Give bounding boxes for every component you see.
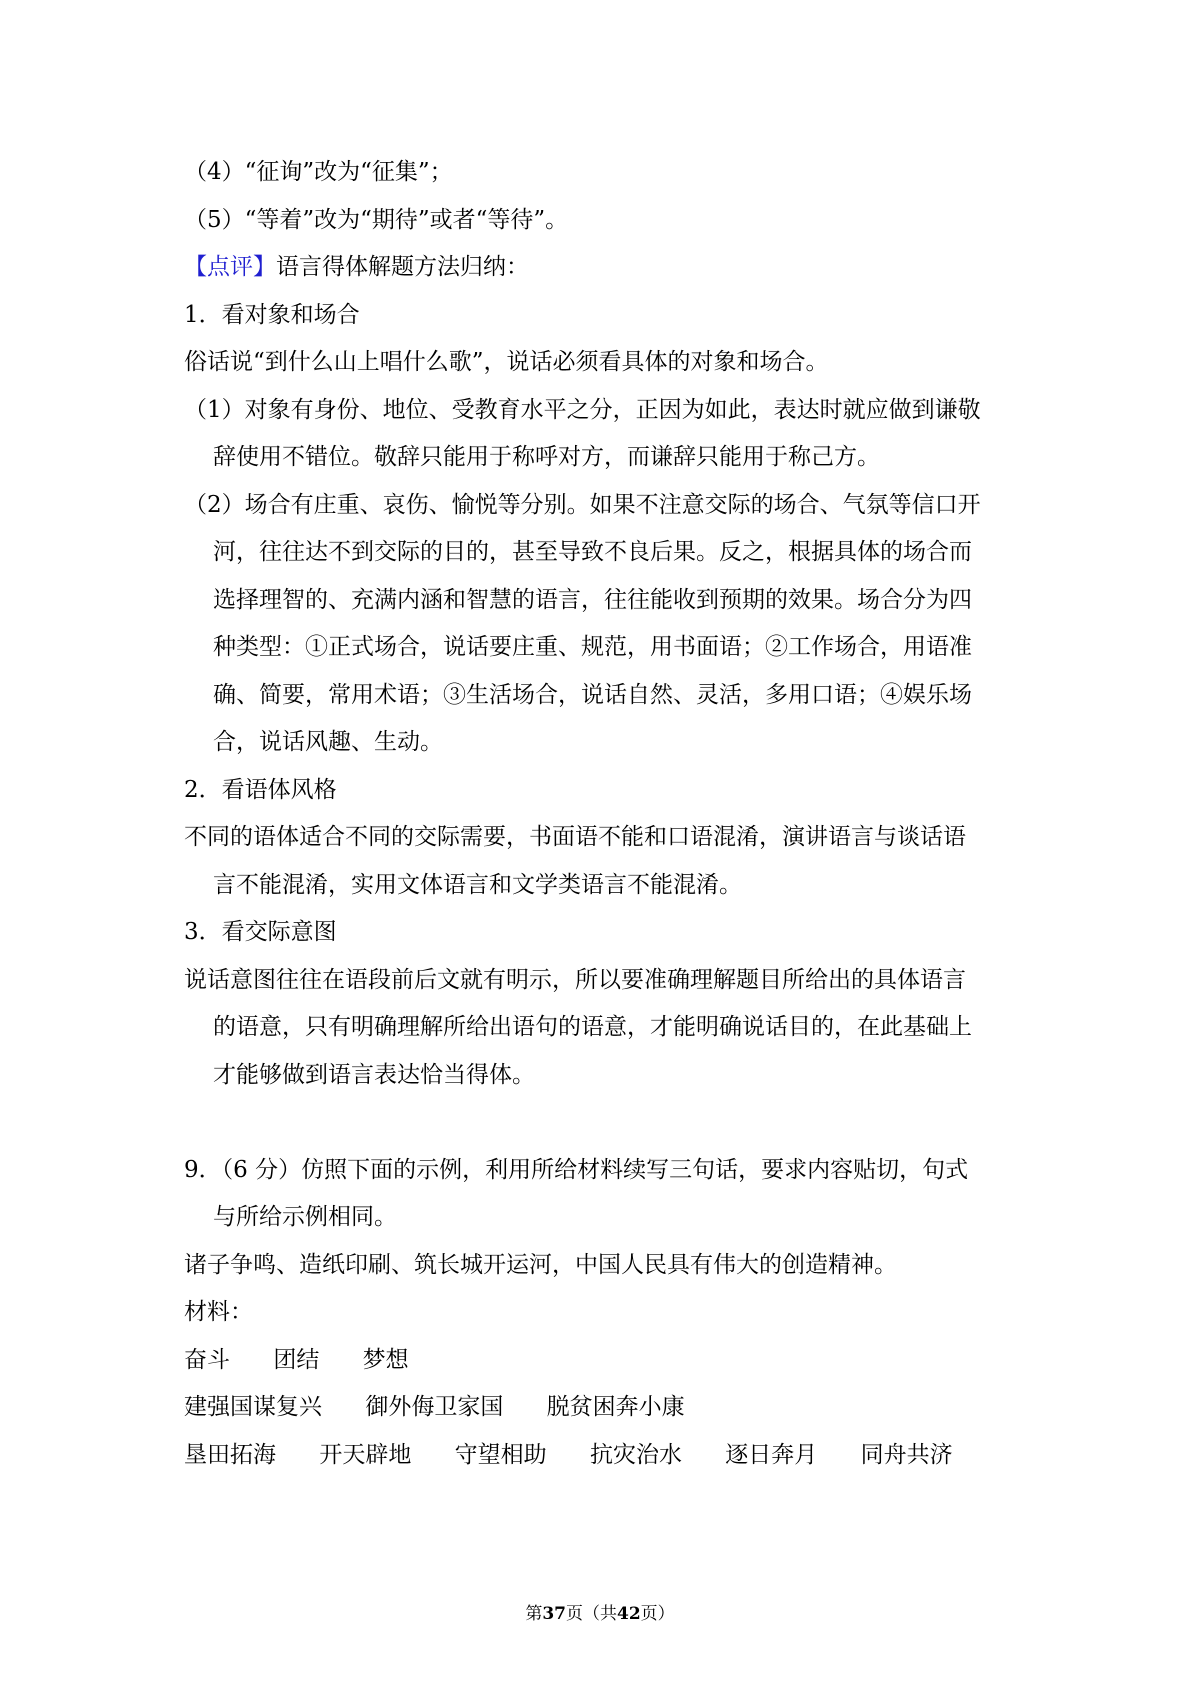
total-pages: 42: [617, 1604, 641, 1624]
materials-row-1: [184, 1345, 409, 1375]
materials-label: 材料：: [184, 1299, 253, 1325]
question-9-example: 诸子争鸣、造纸印刷、筑长城开运河，中国人民具有伟大的创造精神。: [184, 1252, 897, 1278]
footer-middle: 页（共: [566, 1604, 617, 1624]
section-1-paragraph-1-line: （1）对象有身份、地位、受教育水平之分，正因为如此，表达时就应做到谦敬: [184, 397, 981, 423]
section-3-line: 说话意图往往在语段前后文就有明示，所以要准确理解题目所给出的具体语言: [184, 967, 966, 993]
material-idiom: 守望相助: [454, 1442, 547, 1468]
section-3-line: 才能够做到语言表达恰当得体。: [213, 1062, 535, 1088]
question-9-stem-line: 与所给示例相同。: [213, 1204, 397, 1230]
material-idiom: 垦田拓海: [184, 1442, 276, 1468]
comment-title: 语言得体解题方法归纳：: [276, 254, 529, 280]
footer-prefix: 第: [525, 1604, 543, 1624]
materials-row-3: [184, 1440, 953, 1470]
material-phrase: 御外侮卫家国: [365, 1394, 504, 1420]
section-2-line: 不同的语体适合不同的交际需要，书面语不能和口语混淆，演讲语言与谈话语: [184, 824, 966, 850]
material-idiom: 同舟共济: [860, 1442, 953, 1468]
section-1-paragraph-2-line: 选择理智的、充满内涵和智慧的语言，往往能收到预期的效果。场合分为四: [213, 587, 972, 613]
section-2-line: 言不能混淆，实用文体语言和文学类语言不能混淆。: [213, 872, 742, 898]
material-phrase: 建强国谋复兴: [184, 1394, 322, 1420]
question-9-stem-line: 9．（6 分）仿照下面的示例，利用所给材料续写三句话，要求内容贴切，句式: [184, 1157, 969, 1183]
materials-row-2: [184, 1392, 685, 1422]
page-number: 37: [542, 1604, 566, 1624]
section-2-heading: 2．看语体风格: [184, 777, 337, 803]
section-1-paragraph-1-line: 辞使用不错位。敬辞只能用于称呼对方，而谦辞只能用于称己方。: [213, 444, 880, 470]
section-1-intro: 俗话说“到什么山上唱什么歌”，说话必须看具体的对象和场合。: [184, 349, 829, 375]
comment-heading: [184, 252, 529, 282]
answer-item-4: （4）“征询”改为“征集”；: [184, 159, 453, 185]
material-word: 团结: [273, 1347, 320, 1373]
material-idiom: 逐日奔月: [725, 1442, 818, 1468]
section-1-paragraph-2-line: 合，说话风趣、生动。: [213, 729, 443, 755]
material-idiom: 抗灾治水: [589, 1442, 682, 1468]
footer-suffix: 页）: [640, 1604, 675, 1624]
page-footer: [0, 1602, 1200, 1626]
section-1-heading: 1．看对象和场合: [184, 302, 360, 328]
section-1-paragraph-2-line: 种类型：①正式场合，说话要庄重、规范，用书面语；②工作场合，用语准: [213, 634, 972, 660]
section-3-line: 的语意，只有明确理解所给出语句的语意，才能明确说话目的，在此基础上: [213, 1014, 972, 1040]
section-1-paragraph-2-line: 河，往往达不到交际的目的，甚至导致不良后果。反之，根据具体的场合而: [213, 539, 972, 565]
material-word: 奋斗: [184, 1347, 230, 1373]
section-1-paragraph-2-line: 确、简要，常用术语；③生活场合，说话自然、灵活，多用口语；④娱乐场: [213, 682, 972, 708]
comment-tag: 【点评】: [184, 254, 276, 280]
material-word: 梦想: [362, 1347, 409, 1373]
material-phrase: 脱贫困奔小康: [546, 1394, 685, 1420]
section-1-paragraph-2-line: （2）场合有庄重、哀伤、愉悦等分别。如果不注意交际的场合、气氛等信口开: [184, 492, 981, 518]
answer-item-5: （5）“等着”改为“期待”或者“等待”。: [184, 207, 569, 233]
section-3-heading: 3．看交际意图: [184, 919, 337, 945]
material-idiom: 开天辟地: [319, 1442, 412, 1468]
